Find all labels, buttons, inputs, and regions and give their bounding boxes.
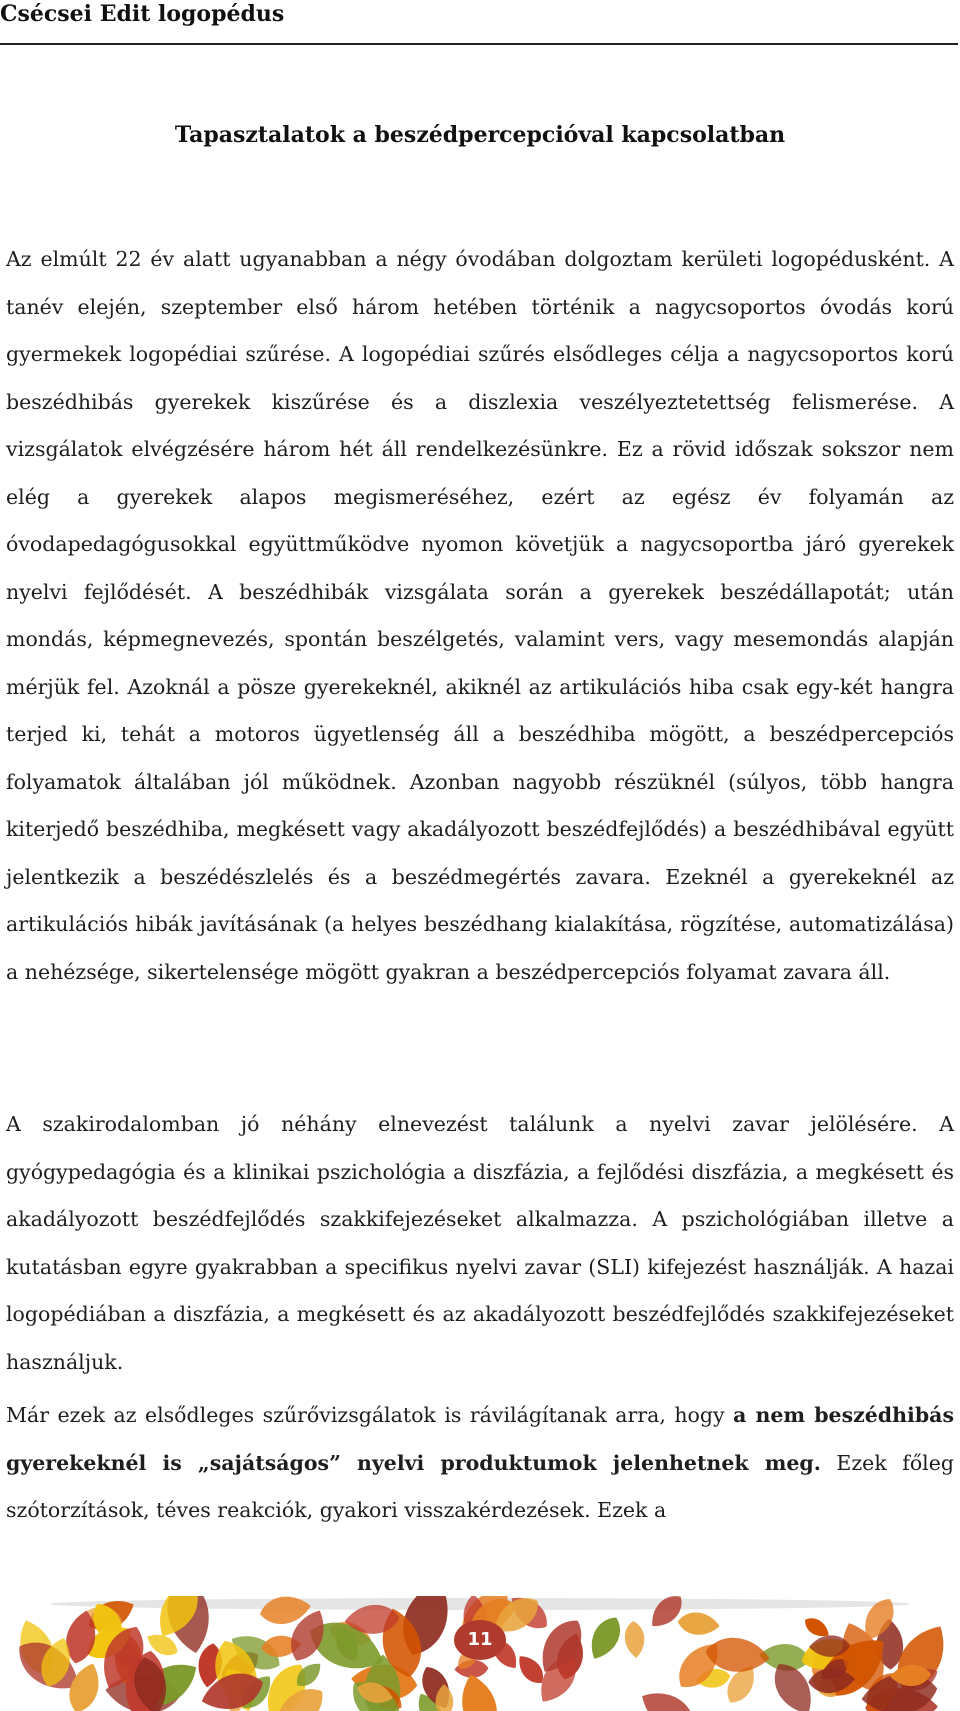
page-footer <box>0 1596 960 1711</box>
paragraph-3-end: Ezek főleg szótorzítások, téves reakciók, gyakori visszakérdezések. Ezek a <box>6 1450 954 1522</box>
leaf-shape <box>634 1683 701 1711</box>
paragraph-3 <box>6 1392 954 1535</box>
autumn-leaves-banner <box>0 1596 960 1711</box>
paragraph-1: Az elmúlt 22 év alatt ugyanabban a négy óvodában dolgoztam kerületi logopédusként. A tanév elején, szeptember első három hetében történik a nagycsoportos óvodás korú gyermekek logopédiai szűrése. A logopédiai szűrés elsődleges célja a nagycsoportos korú beszédhibás gyerekek kiszűrése és a diszlexia veszélyeztetettség felismerése. A vizsgálatok elvégzésére három hét áll rendelkezésünkre. Ez a rövid időszak sokszor nem elég a gyerekek alapos megismeréséhez, ezért az egész év folyamán az óvodapedagógusokkal együttműködve nyomon követjük a nagycsoportba járó gyerekek nyelvi fejlődését. A beszédhibák vizsgálata során a gyerekek beszédállapotát; után mondás, képmegnevezés, spontán beszélgetés, valamint vers, vagy mesemondás alapján mérjük fel. Azoknál a pösze gyerekeknél, akiknél az artikulációs hiba csak egy-két hangra terjed ki, tehát a motoros ügyetlenség áll a beszédhiba mögött, a beszédpercepciós folyamatok általában jól működnek. Azonban nagyobb részüknél (súlyos, több hangra kiterjedő beszédhiba, megkésett vagy akadályozott beszédfejlődés) a beszédhibával együtt jelentkezik a beszédészlelés és a beszédmegértés zavara. Ezeknél a gyerekeknél az artikulációs hibák javításának (a helyes beszédhang kialakítása, rögzítése, automatizálása) a nehézsége, sikertelensége mögött gyakran a beszédpercepciós folyamat zavara áll. <box>6 247 954 984</box>
document-title: Tapasztalatok a beszédpercepcióval kapcsolatban <box>174 122 786 148</box>
paragraph-3-start: Már ezek az elsődleges szűrővizsgálatok is rávilágítanak arra, hogy <box>6 1403 734 1427</box>
header-divider <box>0 43 958 45</box>
header-title: Csécsei Edit logopédus <box>0 1 285 27</box>
page-number: 11 <box>467 1629 493 1650</box>
page-header <box>0 0 960 46</box>
paragraph-2: A szakirodalomban jó néhány elnevezést találunk a nyelvi zavar jelölésére. A gyógypedagógia és a klinikai pszichológia a diszfázia, a fejlődési diszfázia, a megkésett és akadályozott beszédfejlődés szakkifejezéseket alkalmazza. A pszichológiában illetve a kutatásban egyre gyakrabban a specifikus nyelvi zavar (SLI) kifejezést használják. A hazai logopédiában a diszfázia, a megkésett és az akadályozott beszédfejlődés szakkifejezéseket használjuk. <box>6 1112 954 1374</box>
paragraph-3-bold: a nem beszédhibás gyerekeknél is „sajátságos” nyelvi produktumok jelenhetnek meg. <box>6 1403 954 1475</box>
